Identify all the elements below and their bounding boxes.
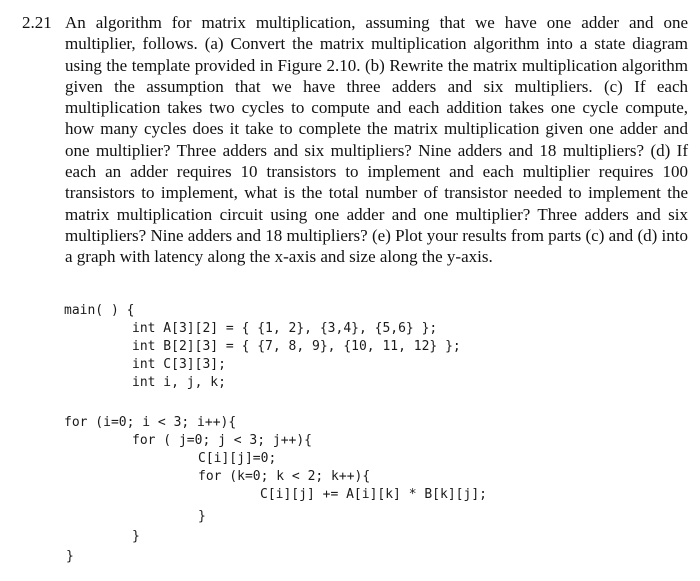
code-line-for-k: for (k=0; k < 2; k++){ [198,469,371,484]
code-line-for-i: for (i=0; i < 3; i++){ [64,415,237,430]
code-line-close-k: } [198,509,206,524]
code-line-array-b: int B[2][3] = { {7, 8, 9}, {10, 11, 12} }; [132,339,461,354]
code-line-main: main( ) { [64,303,135,318]
code-line-close-i: } [66,549,74,564]
code-line-array-a: int A[3][2] = { {1, 2}, {3,4}, {5,6} }; [132,321,438,336]
code-line-indices: int i, j, k; [132,375,226,390]
code-line-close-j: } [132,529,140,544]
code-line-init-c: C[i][j]=0; [198,451,277,466]
code-line-accumulate: C[i][j] += A[i][k] * B[k][j]; [260,487,487,502]
code-line-array-c: int C[3][3]; [132,357,226,372]
problem-statement: An algorithm for matrix multiplication, assuming that we have one adder and one multiplier, follows. (a) Convert the matrix multiplication algorithm into a state diagram using the template provided in Figure 2.10. (b) Rewrite the matrix multiplication algorithm given the assumption that we have three adders and six multipliers. (c) If each multiplication takes two cycles to compute and each addition takes one cycle compute, how many cycles does it take to complete the matrix multiplication given one adder and one multiplier? Three adders and six multipliers? Nine adders and 18 multipliers? (d) If each an adder requires 10 transistors to implement and each multiplier requires 100 transistors to implement, what is the total number of transistor needed to implement the matrix multiplication circuit using one adder and one multiplier? Three adders and six multipliers? Nine adders and 18 multipliers? (e) Plot your results from parts (c) and (d) into a graph with latency along the x-axis and size along the y-axis. [65,13,688,267]
problem-number: 2.21 [22,13,52,32]
code-line-for-j: for ( j=0; j < 3; j++){ [132,433,313,448]
